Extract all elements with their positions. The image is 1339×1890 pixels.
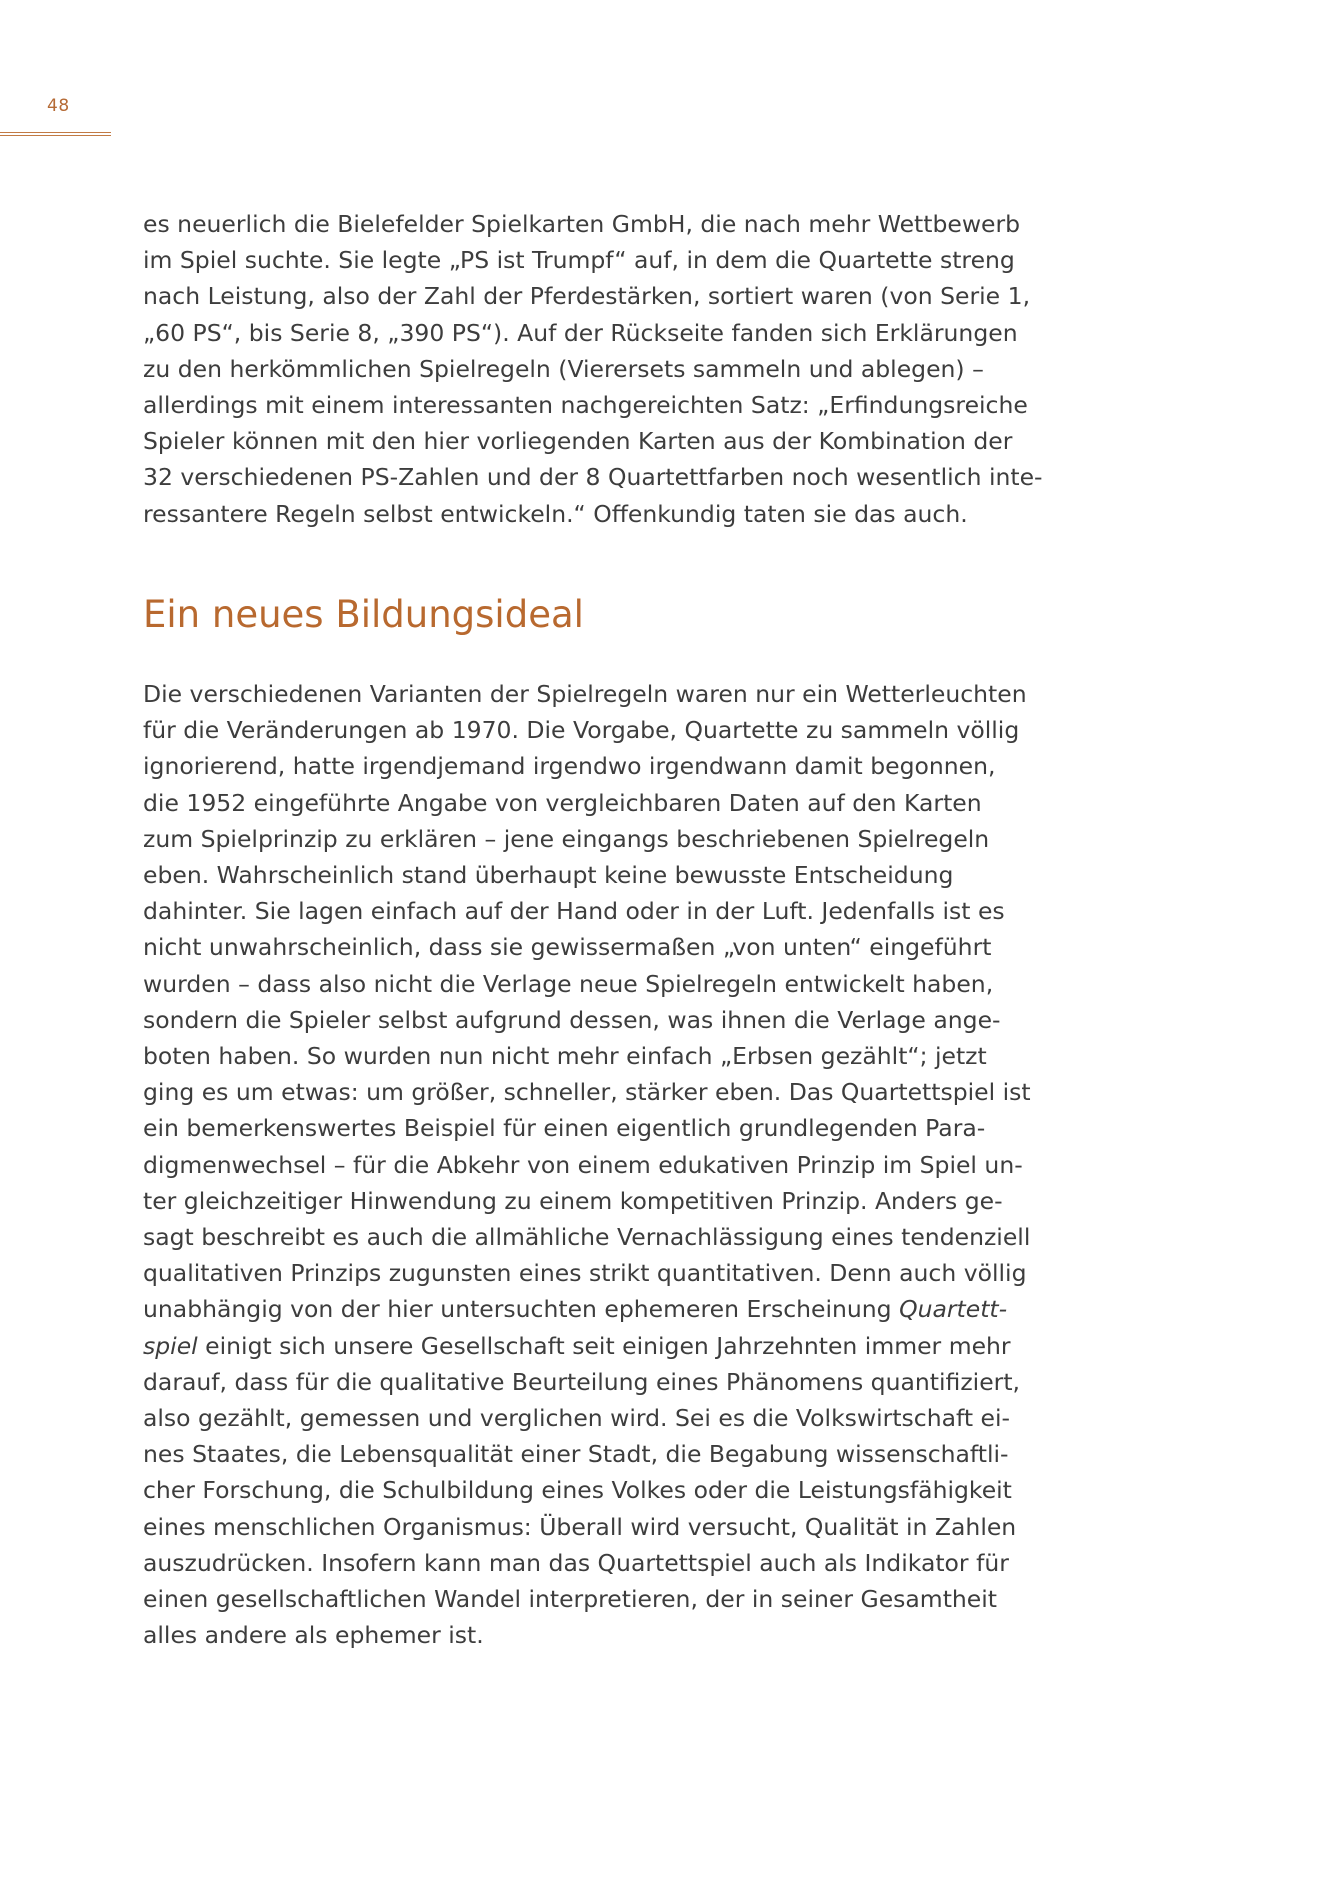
text-line: darauf, dass für die qualitative Beurteilung eines Phänomens quantifiziert,	[143, 1367, 1021, 1396]
text-line: digmenwechsel – für die Abkehr von einem edukativen Prinzip im Spiel un-	[143, 1150, 1023, 1179]
text-line: ter gleichzeitiger Hinwendung zu einem kompetitiven Prinzip. Anders ge-	[143, 1186, 1003, 1215]
section-heading: Ein neues Bildungsideal	[143, 593, 584, 636]
text-line: Spieler können mit den hier vorliegenden Karten aus der Kombination der	[143, 427, 1013, 456]
text-line: auszudrücken. Insofern kann man das Quartettspiel auch als Indikator für	[143, 1548, 1009, 1577]
text-line: im Spiel suchte. Sie legte „PS ist Trumpf“ auf, in dem die Quartette streng	[143, 246, 1015, 275]
text-line: ressantere Regeln selbst entwickeln.“ Offenkundig taten sie das auch.	[143, 499, 968, 528]
page-number: 48	[47, 96, 70, 116]
text-line: ein bemerkenswertes Beispiel für einen eigentlich grundlegenden Para-	[143, 1114, 986, 1143]
text-line: 32 verschiedenen PS-Zahlen und der 8 Quartettfarben noch wesentlich inte-	[143, 463, 1043, 492]
text-line: die 1952 eingeführte Angabe von vergleichbaren Daten auf den Karten	[143, 788, 982, 817]
text-line: cher Forschung, die Schulbildung eines Volkes oder die Leistungsfähigkeit	[143, 1476, 1012, 1505]
header-rule	[0, 132, 111, 133]
text-line: boten haben. So wurden nun nicht mehr einfach „Erbsen gezählt“; jetzt	[143, 1042, 987, 1071]
paragraph-main	[143, 676, 1043, 1653]
text-line: einen gesellschaftlichen Wandel interpretieren, der in seiner Gesamtheit	[143, 1585, 998, 1614]
text-line: „60 PS“, bis Serie 8, „390 PS“). Auf der Rückseite fanden sich Erklärungen	[143, 318, 1018, 347]
text-line: Die verschiedenen Varianten der Spielregeln waren nur ein Wetterleuchten	[143, 680, 1027, 708]
text-line-italic	[143, 1291, 1043, 1327]
text-line: dahinter. Sie lagen einfach auf der Hand oder in der Luft. Jedenfalls ist es	[143, 897, 1005, 926]
text-line-italic	[143, 1328, 1043, 1364]
paragraph-intro	[143, 206, 1043, 532]
text-line: eines menschlichen Organismus: Überall wird versucht, Qualität in Zahlen	[143, 1512, 1017, 1541]
text-line: alles andere als ephemer ist.	[143, 1621, 484, 1650]
text-line: sagt beschreibt es auch die allmähliche Vernachlässigung eines tendenziell	[143, 1223, 1031, 1252]
text-line: es neuerlich die Bielefelder Spielkarten GmbH, die nach mehr Wettbewerb	[143, 210, 1021, 238]
text-line: zum Spielprinzip zu erklären – jene eingangs beschriebenen Spielregeln	[143, 824, 990, 853]
text-line: also gezählt, gemessen und verglichen wird. Sei es die Volkswirtschaft ei-	[143, 1404, 1011, 1433]
italic-term: Quartett-	[899, 1295, 1008, 1324]
text-line: zu den herkömmlichen Spielregeln (Vierersets sammeln und ablegen) –	[143, 354, 984, 383]
text-line: qualitativen Prinzips zugunsten eines strikt quantitativen. Denn auch völlig	[143, 1259, 1027, 1288]
text-line: für die Veränderungen ab 1970. Die Vorgabe, Quartette zu sammeln völlig	[143, 716, 1020, 745]
text-line: nicht unwahrscheinlich, dass sie gewissermaßen „von unten“ eingeführt	[143, 933, 992, 962]
text-segment: unabhängig von der hier untersuchten ephemeren Erscheinung	[143, 1295, 900, 1324]
italic-term: spiel	[143, 1331, 198, 1360]
text-line: sondern die Spieler selbst aufgrund dessen, was ihnen die Verlage ange-	[143, 1005, 1001, 1034]
header-rule-secondary	[0, 135, 111, 136]
text-line: nach Leistung, also der Zahl der Pferdestärken, sortiert waren (von Serie 1,	[143, 282, 1031, 311]
text-line: eben. Wahrscheinlich stand überhaupt keine bewusste Entscheidung	[143, 861, 954, 890]
text-line: ignorierend, hatte irgendjemand irgendwo irgendwann damit begonnen,	[143, 752, 996, 781]
text-segment: einigt sich unsere Gesellschaft seit einigen Jahrzehnten immer mehr	[197, 1331, 1011, 1360]
text-line: ging es um etwas: um größer, schneller, stärker eben. Das Quartettspiel ist	[143, 1078, 1031, 1107]
text-line: wurden – dass also nicht die Verlage neue Spielregeln entwickelt haben,	[143, 969, 994, 998]
text-line: allerdings mit einem interessanten nachgereichten Satz: „Erfindungsreiche	[143, 391, 1028, 420]
text-line: nes Staates, die Lebensqualität einer Stadt, die Begabung wissenschaftli-	[143, 1440, 1009, 1469]
